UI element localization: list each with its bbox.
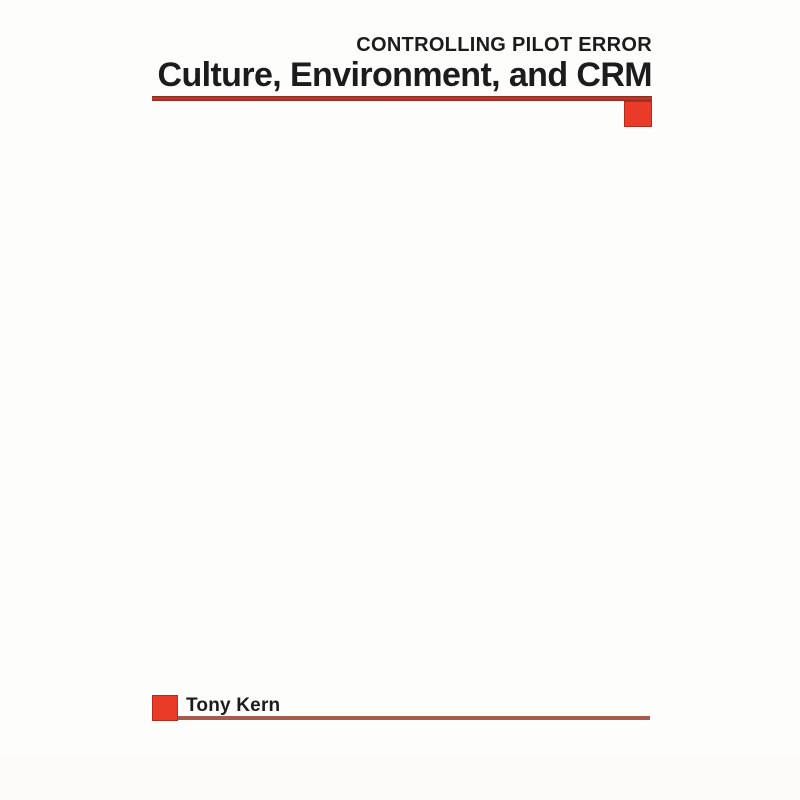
red-square-icon: [624, 101, 652, 127]
title-block: [152, 35, 652, 92]
author-name: Tony Kern: [186, 695, 281, 716]
red-square-icon: [152, 695, 178, 721]
book-title: Culture, Environment, and CRM: [157, 56, 652, 94]
series-title: CONTROLLING PILOT ERROR: [356, 34, 652, 56]
scan-artifact-strip: [0, 754, 800, 800]
title-divider-rule: [152, 96, 652, 101]
